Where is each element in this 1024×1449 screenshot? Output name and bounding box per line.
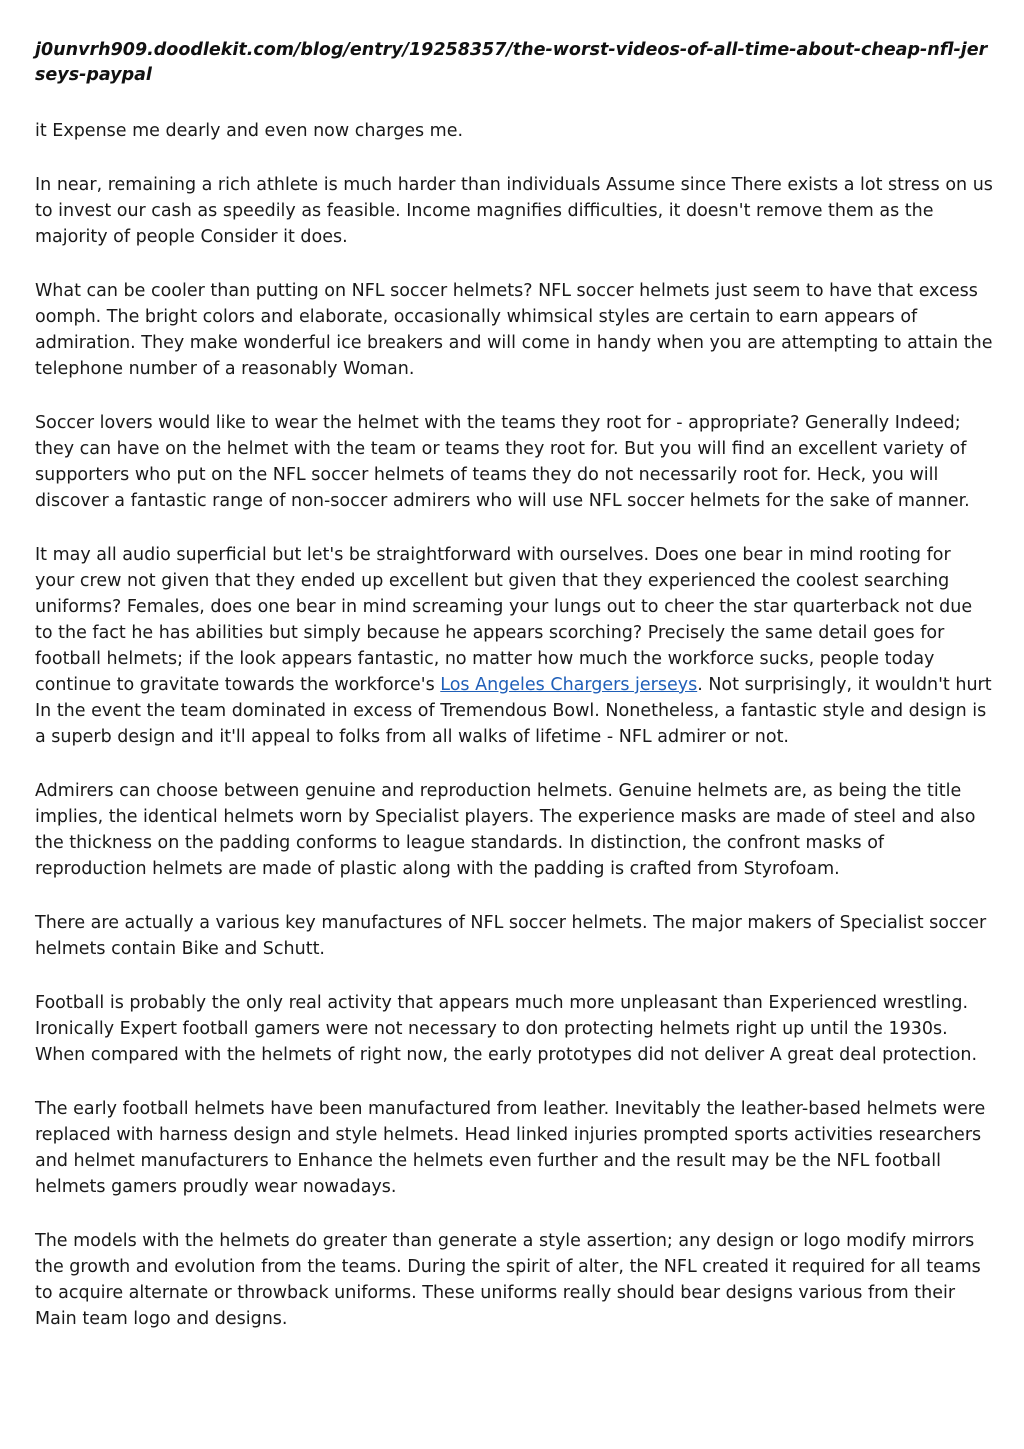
page-title: j0unvrh909.doodlekit.com/blog/entry/19258357/the-worst-videos-of-all-time-about-cheap-nfl-jerseys-paypal [35, 40, 988, 85]
paragraph-10: The models with the helmets do greater than generate a style assertion; any design or logo modify mirrors the growth and evolution from the teams. During the spirit of alter, the NFL created it required for all teams to acquire alternate or throwback uniforms. These uniforms really should bear designs various from their Main team logo and designs. [35, 1231, 981, 1329]
paragraph-7: There are actually a various key manufactures of NFL soccer helmets. The major makers of Specialist soccer helmets contain Bike and Schutt. [35, 913, 987, 959]
paragraph-1: it Expense me dearly and even now charges me. [35, 121, 464, 141]
paragraph-3: What can be cooler than putting on NFL soccer helmets? NFL soccer helmets just seem to have that excess oomph. The bright colors and elaborate, occasionally whimsical styles are certain to earn appears of admiration. They make wonderful ice breakers and will come in handy when you are attempting to attain the telephone number of a reasonably Woman. [35, 281, 993, 379]
paragraph-8: Football is probably the only real activity that appears much more unpleasant than Experienced wrestling. Ironically Expert football gamers were not necessary to don protecting helmets right up until the 1930s. When compared with the helmets of right now, the early prototypes did not deliver A great deal protection. [35, 993, 978, 1065]
document-page [35, 38, 993, 1360]
paragraph-9: The early football helmets have been manufactured from leather. Inevitably the leather-based helmets were replaced with harness design and style helmets. Head linked injuries prompted sports activities researchers and helmet manufacturers to Enhance the helmets even further and the result may be the NFL football helmets gamers proudly wear nowadays. [35, 1099, 986, 1197]
paragraph-5 [35, 542, 993, 750]
paragraph-5-text-after: . Not surprisingly, it wouldn't hurt In the event the team dominated in excess of Tremendous Bowl. Nonetheless, a fantastic style and design is a superb design and it'll appeal to folks from all walks of lifetime - NFL admirer or not. [35, 675, 992, 747]
chargers-jerseys-link[interactable]: Los Angeles Chargers jerseys [440, 675, 698, 695]
paragraph-5-text-before: It may all audio superficial but let's be straightforward with ourselves. Does one bear in mind rooting for your crew not given that they ended up excellent but given that they experienced the coolest searching uniforms? Females, does one bear in mind screaming your lungs out to cheer the star quarterback not due to the fact he has abilities but simply because he appears scorching? Precisely the same detail goes for football helmets; if the look appears fantastic, no matter how much the workforce sucks, people today continue to gravitate towards the workforce's [35, 545, 973, 695]
paragraph-4: Soccer lovers would like to wear the helmet with the teams they root for - appropriate? Generally Indeed; they can have on the helmet with the team or teams they root for. But you will find an excellent variety of supporters who put on the NFL soccer helmets of teams they do not necessarily root for. Heck, you will discover a fantastic range of non-soccer admirers who will use NFL soccer helmets for the sake of manner. [35, 413, 970, 511]
paragraph-2: In near, remaining a rich athlete is much harder than individuals Assume since There exists a lot stress on us to invest our cash as speedily as feasible. Income magnifies difficulties, it doesn't remove them as the majority of people Consider it does. [35, 175, 993, 247]
paragraph-6: Admirers can choose between genuine and reproduction helmets. Genuine helmets are, as being the title implies, the identical helmets worn by Specialist players. The experience masks are made of steel and also the thickness on the padding conforms to league standards. In distinction, the confront masks of reproduction helmets are made of plastic along with the padding is crafted from Styrofoam. [35, 781, 976, 879]
